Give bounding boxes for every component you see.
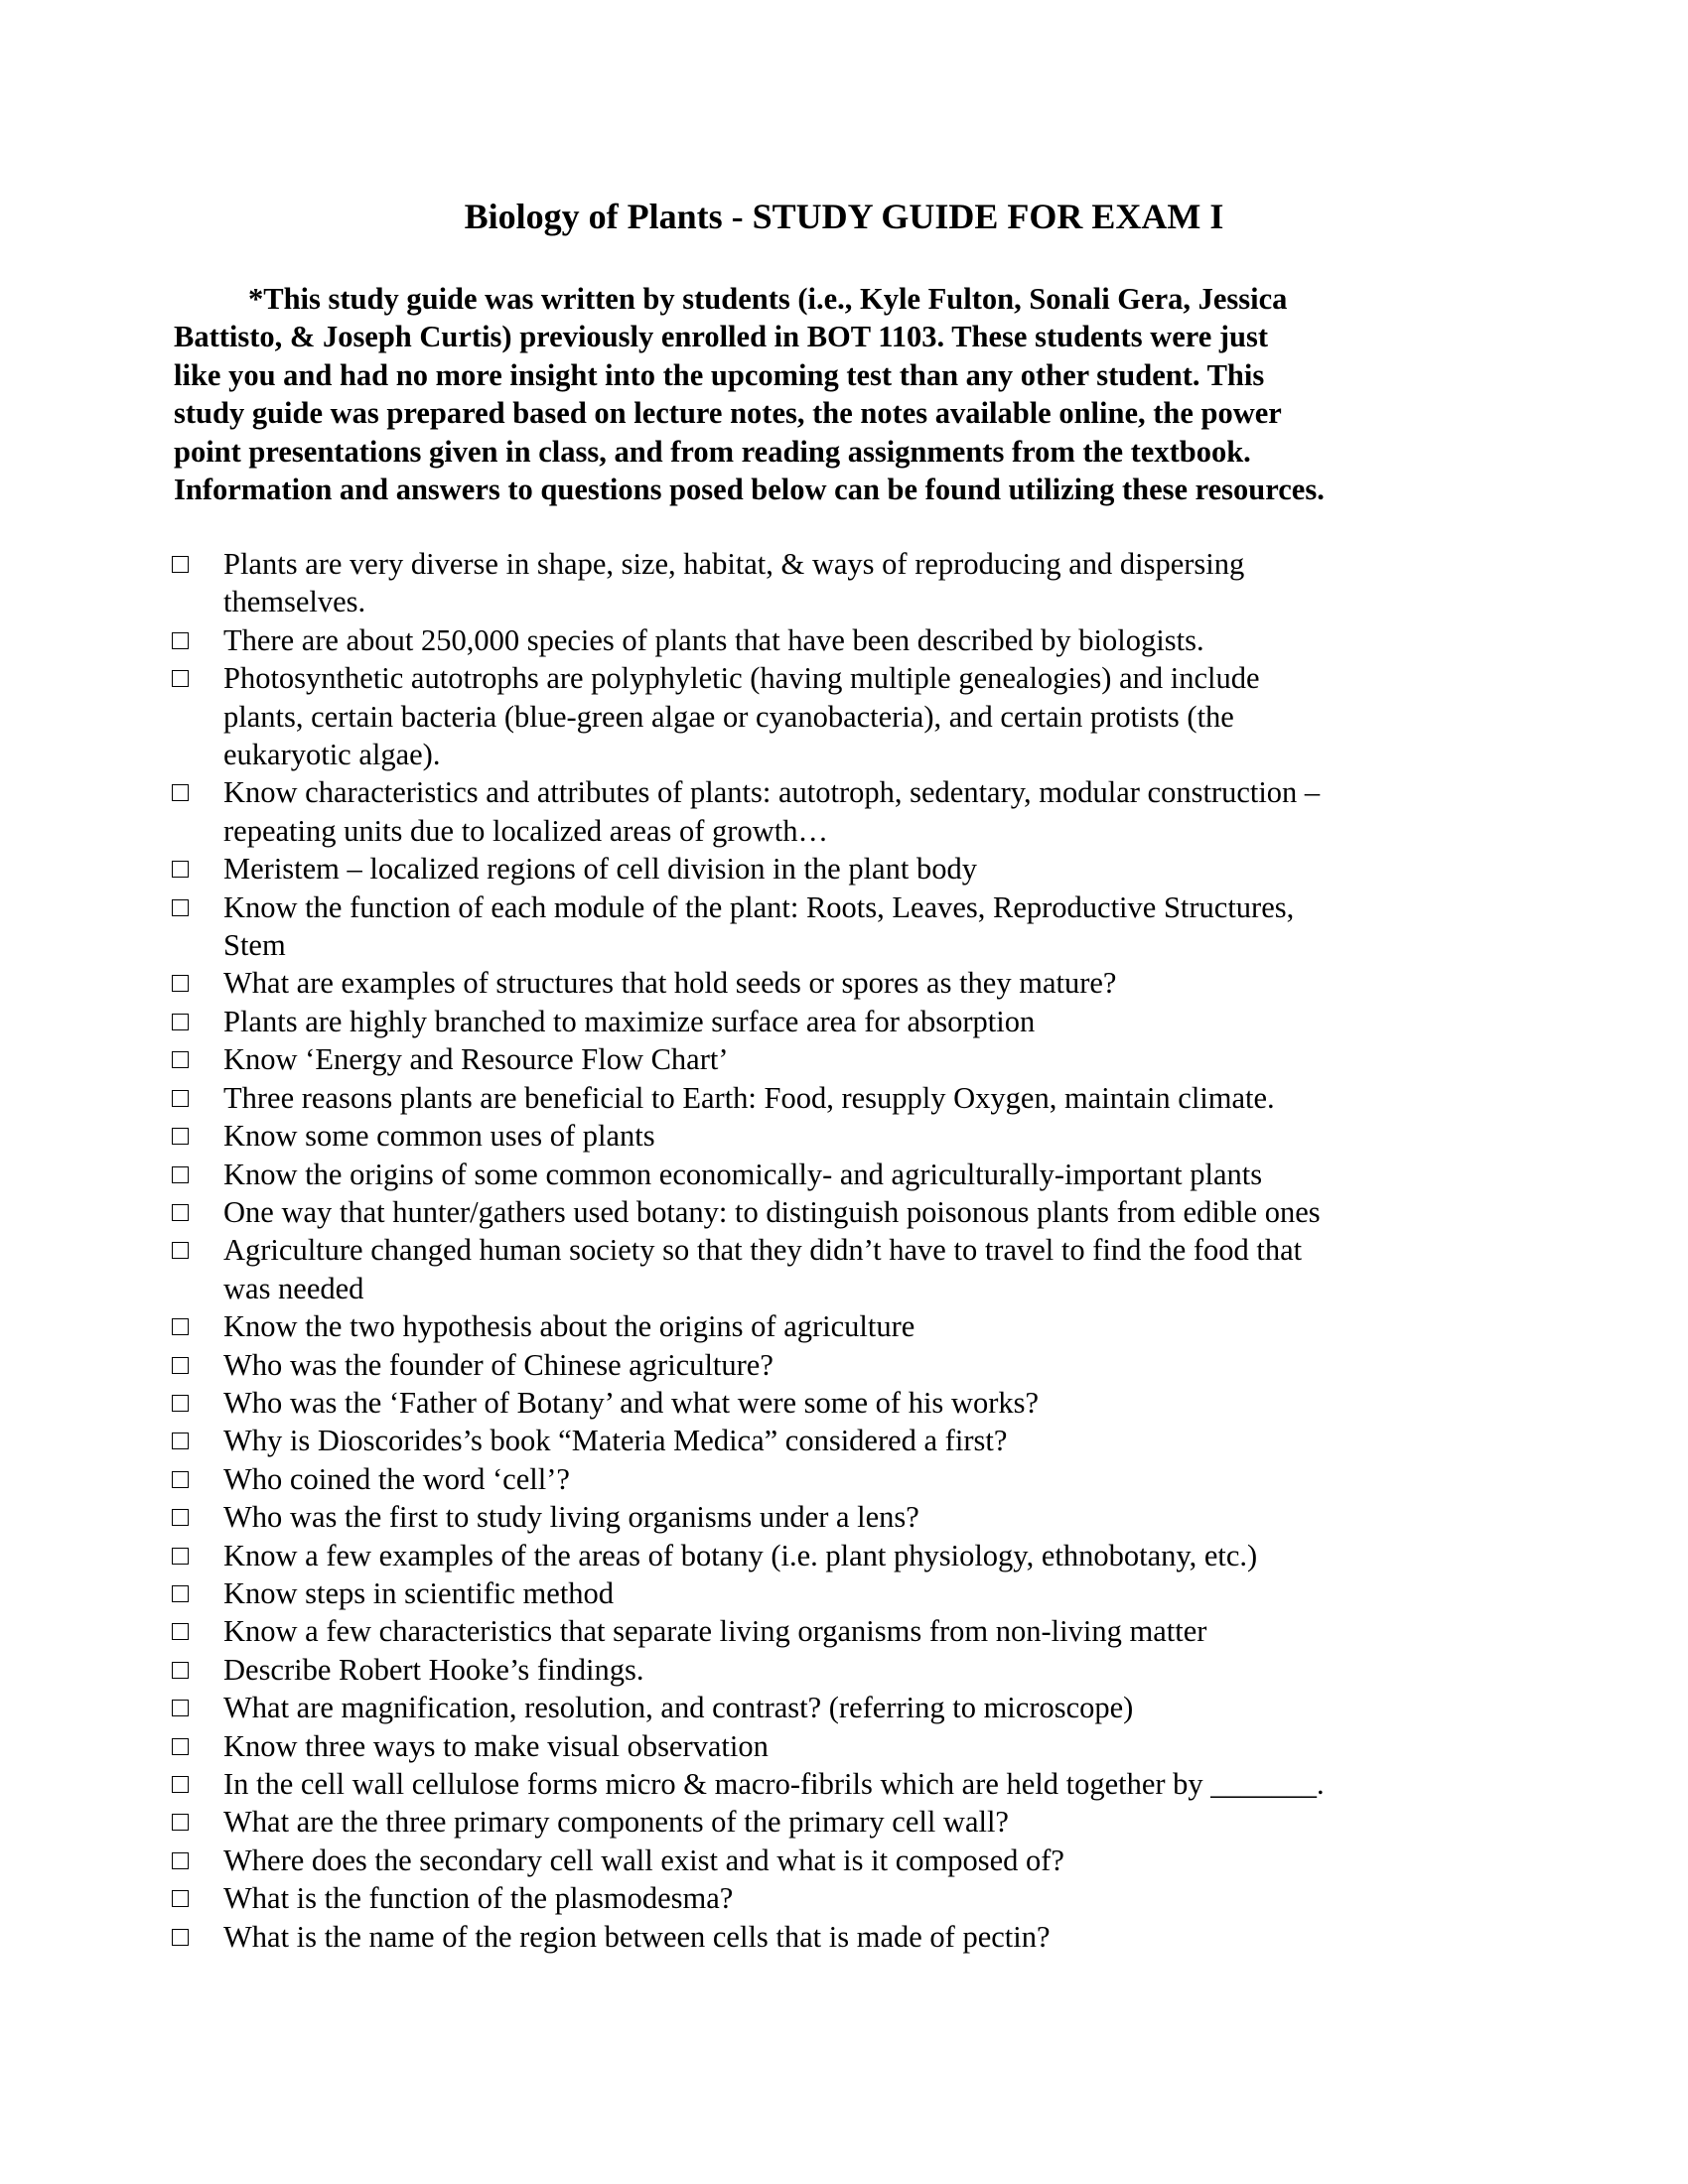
checklist-item [172,1040,1463,1078]
intro-line: *This study guide was written by students (i.e., Kyle Fulton, Sonali Gera, Jessica [248,282,1288,316]
page-title: Biology of Plants - STUDY GUIDE FOR EXAM I [464,197,1224,236]
intro-paragraph [174,280,1465,508]
empty-checkbox-icon [172,975,189,992]
empty-checkbox-icon [172,632,189,649]
checklist-item-text: What are examples of structures that hold seeds or spores as they mature? [223,966,1117,1001]
checklist-item [172,1384,1463,1422]
checklist-item-text: In the cell wall cellulose forms micro & macro-fibrils which are held together by _______. [223,1767,1325,1801]
checklist-item-text: Plants are highly branched to maximize surface area for absorption [223,1004,1036,1038]
checklist-item [172,1918,1463,1956]
empty-checkbox-icon [172,1623,189,1640]
empty-checkbox-icon [172,1738,189,1755]
empty-checkbox-icon [172,1128,189,1145]
checklist-item [172,1537,1463,1574]
checklist-item-text: Know the origins of some common economically- and agriculturally-important plants [223,1157,1263,1191]
checklist-item [172,850,1463,887]
empty-checkbox-icon [172,1318,189,1335]
checklist-item [172,1498,1463,1536]
checklist-item-text: Know a few characteristics that separate living organisms from non-living matter [223,1614,1207,1649]
intro-line: study guide was prepared based on lecture notes, the notes available online, the power [174,396,1282,431]
checklist-item [172,1765,1463,1803]
empty-checkbox-icon [172,1433,189,1449]
checklist-item [172,1842,1463,1879]
checklist-item [172,1460,1463,1498]
checklist-item [172,1117,1463,1155]
empty-checkbox-icon [172,1166,189,1183]
empty-checkbox-icon [172,1509,189,1526]
checklist-item [172,1231,1463,1307]
empty-checkbox-icon [172,1814,189,1831]
empty-checkbox-icon [172,1662,189,1679]
checklist-item-text: Know steps in scientific method [223,1575,615,1610]
study-checklist [172,545,1463,1956]
checklist-item [172,659,1463,773]
checklist-item-text: plants, certain bacteria (blue-green algae or cyanobacteria), and certain protists (the [223,699,1234,734]
checklist-item-text: Who was the ‘Father of Botany’ and what were some of his works? [223,1385,1040,1420]
intro-line: Information and answers to questions posed below can be found utilizing these resources. [174,473,1325,507]
intro-line: like you and had no more insight into the upcoming test than any other student. This [174,357,1265,392]
checklist-item [172,1156,1463,1193]
checklist-item-text: Know the two hypothesis about the origins of agriculture [223,1309,915,1344]
empty-checkbox-icon [172,1051,189,1068]
empty-checkbox-icon [172,1776,189,1793]
empty-checkbox-icon [172,1929,189,1946]
checklist-item [172,1307,1463,1345]
checklist-item-text: What is the function of the plasmodesma? [223,1881,734,1916]
checklist-item [172,1651,1463,1689]
checklist-item-text: themselves. [223,585,366,619]
checklist-item-text: Three reasons plants are beneficial to Earth: Food, resupply Oxygen, maintain climate. [223,1080,1275,1115]
checklist-item-text: Where does the secondary cell wall exist and what is it composed of? [223,1843,1064,1877]
checklist-item-text: Stem [223,928,286,963]
checklist-item [172,1727,1463,1765]
empty-checkbox-icon [172,1395,189,1412]
checklist-item-text: was needed [223,1271,364,1305]
checklist-item [172,1346,1463,1384]
checklist-item-text: Know a few examples of the areas of botany (i.e. plant physiology, ethnobotany, etc.) [223,1538,1258,1572]
checklist-item-text: Who coined the word ‘cell’? [223,1461,570,1496]
checklist-item-text: Know characteristics and attributes of plants: autotroph, sedentary, modular construction – [223,775,1321,810]
checklist-item-text: Who was the founder of Chinese agriculture? [223,1347,774,1382]
checklist-item [172,1574,1463,1612]
checklist-item-text: Why is Dioscorides’s book “Materia Medica” considered a first? [223,1424,1008,1458]
checklist-item [172,964,1463,1002]
empty-checkbox-icon [172,1852,189,1869]
checklist-item [172,1612,1463,1650]
checklist-item [172,621,1463,659]
checklist-item-text: Agriculture changed human society so that they didn’t have to travel to find the food that [223,1233,1303,1268]
checklist-item-text: Meristem – localized regions of cell division in the plant body [223,852,977,887]
checklist-item-text: Know the function of each module of the plant: Roots, Leaves, Reproductive Structures, [223,889,1295,924]
checklist-item-text: repeating units due to localized areas of growth… [223,813,828,848]
empty-checkbox-icon [172,1014,189,1030]
checklist-item [172,888,1463,965]
checklist-item-text: eukaryotic algae). [223,738,441,772]
empty-checkbox-icon [172,899,189,916]
checklist-item [172,1003,1463,1040]
checklist-item-text: What is the name of the region between cells that is made of pectin? [223,1919,1051,1954]
checklist-item [172,1079,1463,1117]
checklist-item-text: Photosynthetic autotrophs are polyphyletic (having multiple genealogies) and include [223,661,1260,696]
checklist-item-text: Know ‘Energy and Resource Flow Chart’ [223,1042,729,1077]
intro-line: Battisto, & Joseph Curtis) previously enrolled in BOT 1103. These students were just [174,320,1269,354]
intro-line: point presentations given in class, and from reading assignments from the textbook. [174,434,1251,469]
empty-checkbox-icon [172,1700,189,1716]
checklist-item-text: Know some common uses of plants [223,1119,655,1154]
empty-checkbox-icon [172,670,189,687]
checklist-item-text: One way that hunter/gathers used botany: to distinguish poisonous plants from edible ones [223,1194,1321,1229]
empty-checkbox-icon [172,1242,189,1259]
empty-checkbox-icon [172,1090,189,1107]
empty-checkbox-icon [172,556,189,573]
checklist-item-text: Describe Robert Hooke’s findings. [223,1652,644,1687]
checklist-item [172,1689,1463,1726]
checklist-item-text: Plants are very diverse in shape, size, habitat, & ways of reproducing and dispersing [223,547,1245,581]
checklist-item [172,1193,1463,1231]
checklist-item-text: What are the three primary components of the primary cell wall? [223,1805,1009,1840]
empty-checkbox-icon [172,1585,189,1602]
checklist-item-text: There are about 250,000 species of plants that have been described by biologists. [223,622,1204,657]
empty-checkbox-icon [172,1357,189,1374]
checklist-item [172,1879,1463,1917]
checklist-item [172,773,1463,850]
checklist-item-text: What are magnification, resolution, and contrast? (referring to microscope) [223,1691,1134,1725]
checklist-item [172,1803,1463,1841]
empty-checkbox-icon [172,1471,189,1488]
checklist-item-text: Know three ways to make visual observation [223,1728,769,1763]
checklist-item-text: Who was the first to study living organisms under a lens? [223,1500,919,1535]
checklist-item [172,1422,1463,1459]
empty-checkbox-icon [172,1548,189,1565]
empty-checkbox-icon [172,861,189,878]
empty-checkbox-icon [172,1204,189,1221]
empty-checkbox-icon [172,784,189,801]
empty-checkbox-icon [172,1890,189,1907]
checklist-item [172,545,1463,621]
